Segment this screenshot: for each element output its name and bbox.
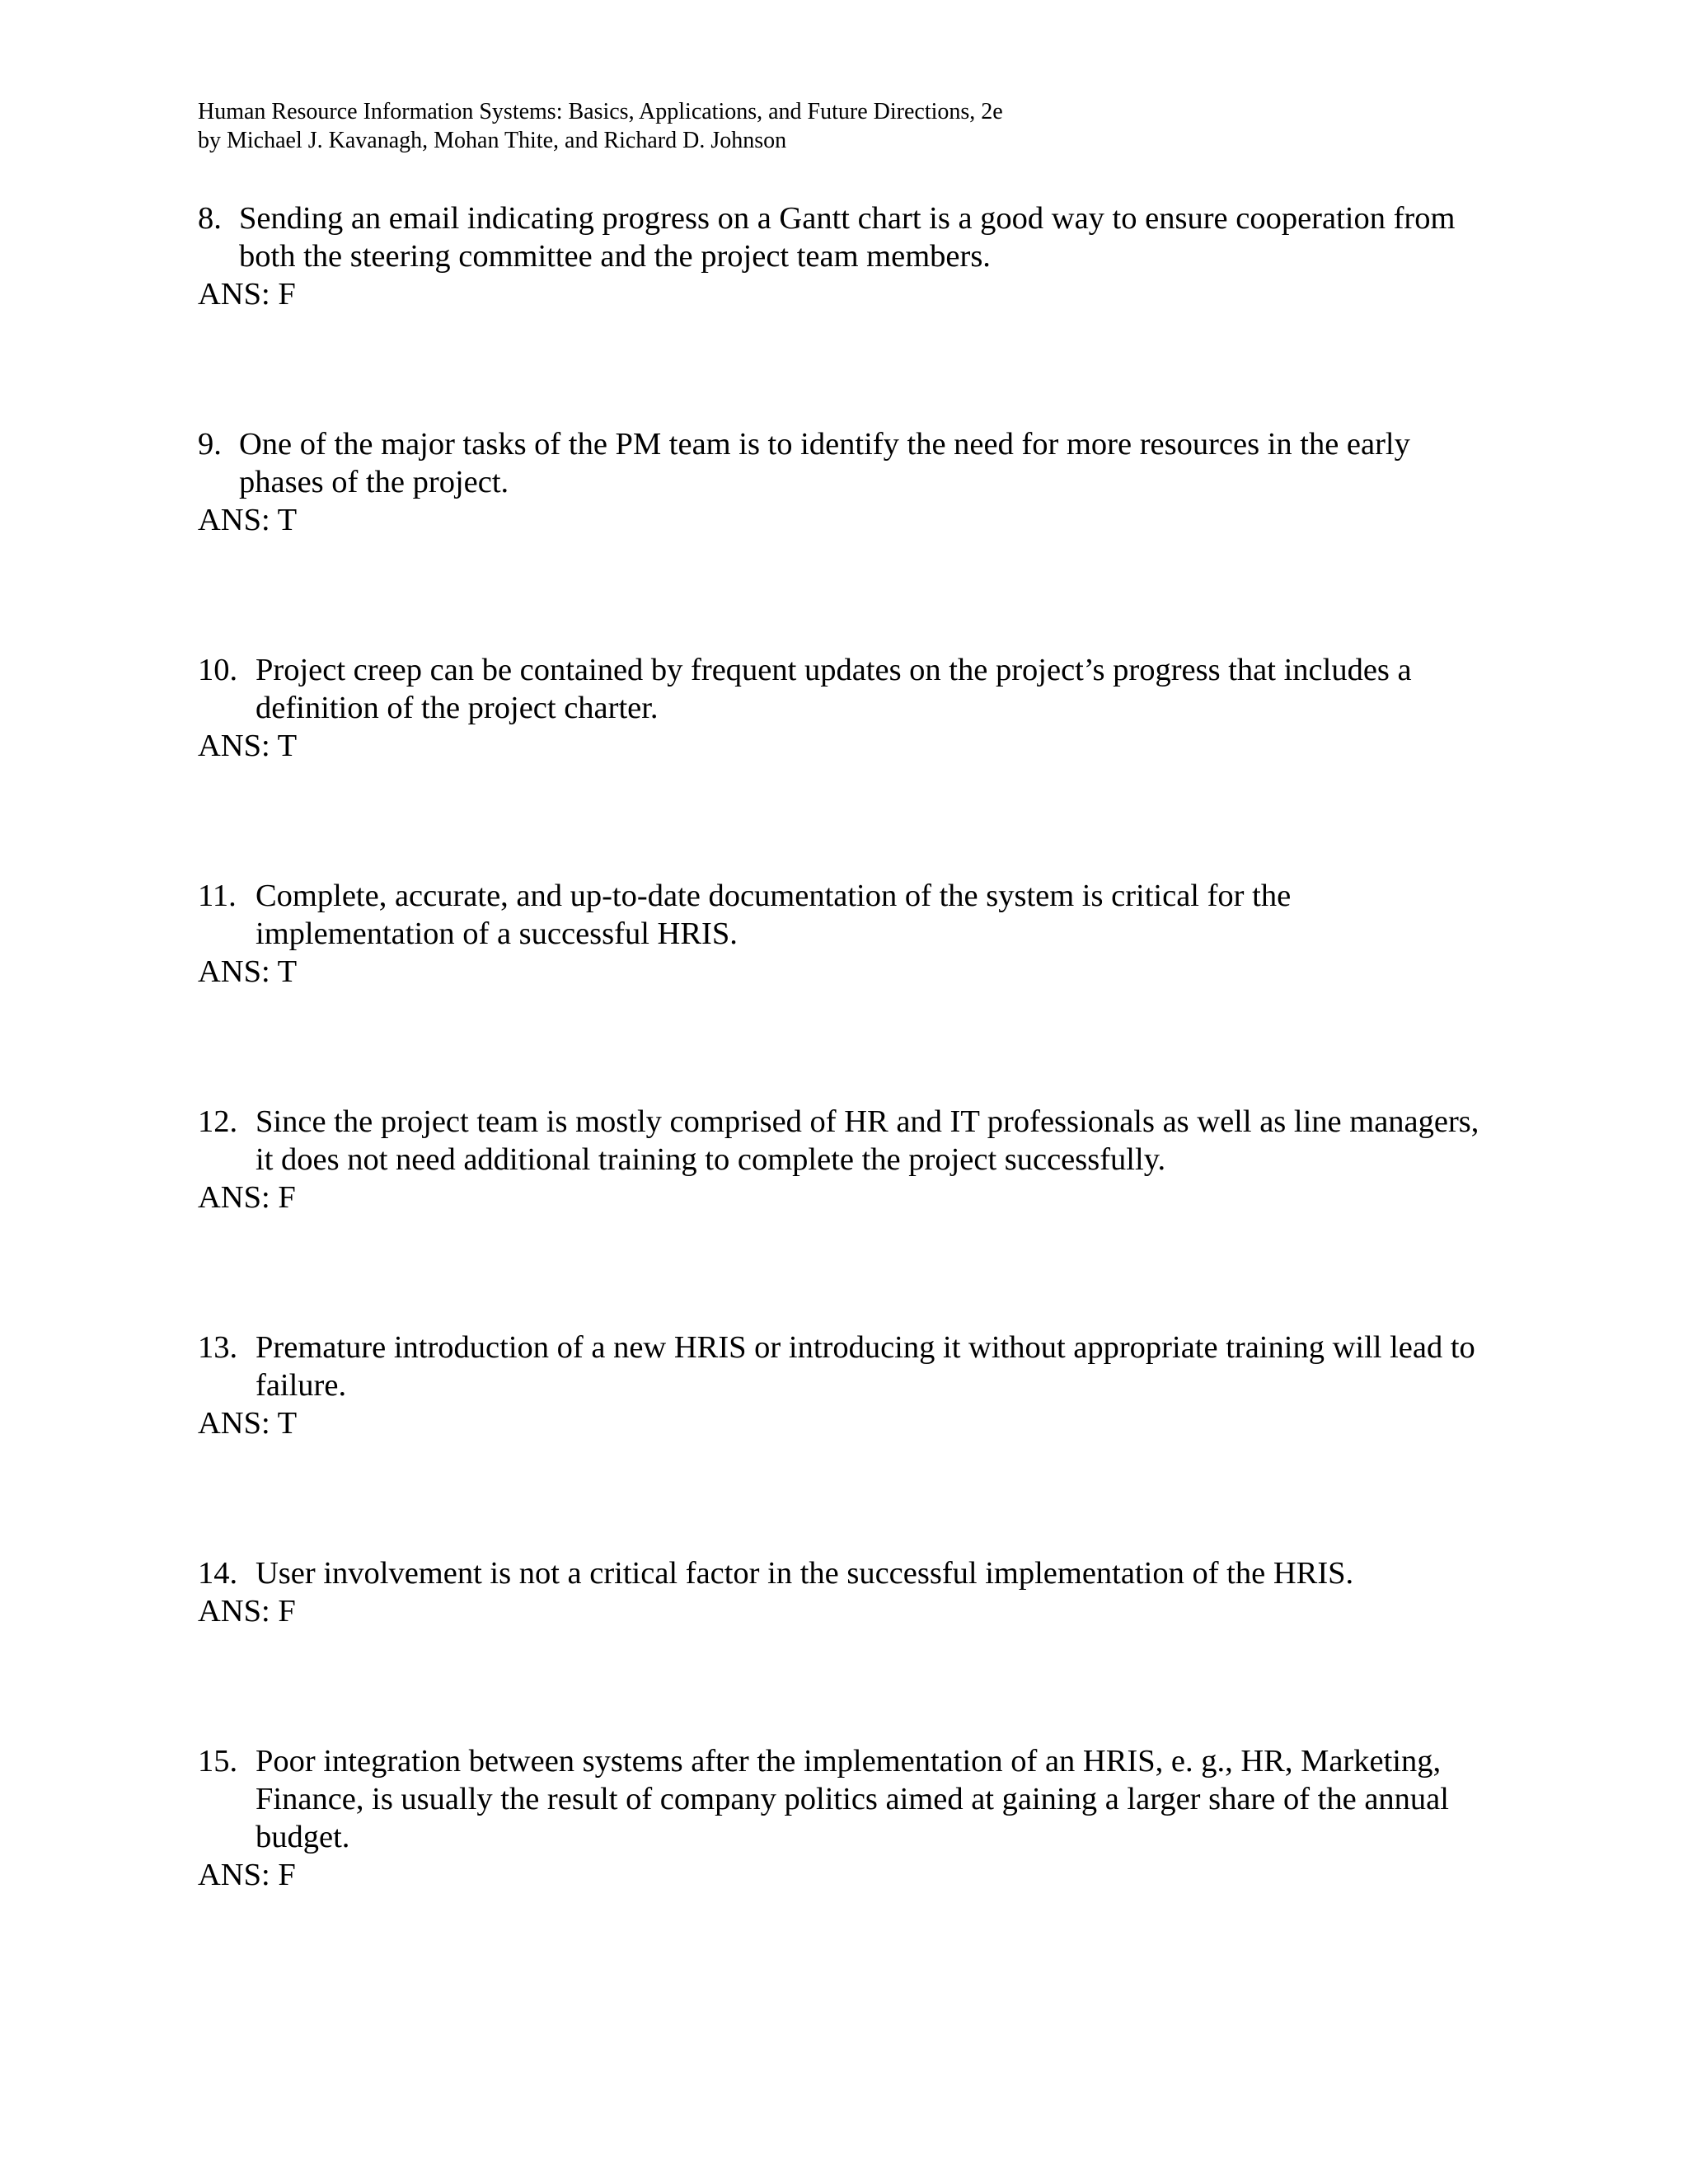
question-number: 9.	[198, 427, 222, 462]
question-number: 13.	[198, 1330, 238, 1365]
question-text: Since the project team is mostly comprised of HR and IT professionals as well as line managers, it does not need additional training to complete the project successfully.	[256, 1104, 1479, 1177]
answer-label: ANS: F	[198, 1594, 296, 1629]
question-item	[198, 199, 1484, 313]
answer-label: ANS: F	[198, 1180, 296, 1215]
page-header	[198, 97, 1003, 155]
question-item	[198, 1103, 1484, 1216]
question-item	[198, 1554, 1353, 1630]
question-text: Project creep can be contained by frequent updates on the project’s progress that includes a definition of the project charter.	[256, 653, 1412, 725]
answer-label: ANS: T	[198, 954, 298, 989]
book-authors: by Michael J. Kavanagh, Mohan Thite, and Richard D. Johnson	[198, 128, 787, 153]
question-text: Poor integration between systems after the implementation of an HRIS, e. g., HR, Marketing, Finance, is usually the result of company politics aimed at gaining a larger share of the annual budget.	[256, 1744, 1449, 1854]
answer-label: ANS: F	[198, 277, 296, 312]
question-item	[198, 425, 1484, 539]
question-text: User involvement is not a critical factor in the successful implementation of the HRIS.	[256, 1556, 1354, 1591]
question-item	[198, 1329, 1484, 1442]
question-item	[198, 1742, 1484, 1894]
question-text: Complete, accurate, and up-to-date documentation of the system is critical for the implementation of a successful HRIS.	[256, 879, 1292, 951]
question-number: 10.	[198, 653, 238, 687]
question-text: One of the major tasks of the PM team is to identify the need for more resources in the early phases of the project.	[239, 427, 1410, 499]
question-number: 11.	[198, 879, 237, 913]
answer-label: ANS: T	[198, 729, 298, 763]
question-number: 12.	[198, 1104, 238, 1139]
question-text: Sending an email indicating progress on a Gantt chart is a good way to ensure cooperation from both the steering committee and the project team members.	[239, 201, 1456, 274]
answer-label: ANS: T	[198, 1406, 298, 1441]
book-title: Human Resource Information Systems: Basics, Applications, and Future Directions, 2e	[198, 99, 1003, 124]
question-number: 14.	[198, 1556, 238, 1591]
answer-label: ANS: T	[198, 503, 298, 537]
question-number: 8.	[198, 201, 222, 236]
answer-label: ANS: F	[198, 1858, 296, 1892]
question-item	[198, 651, 1484, 765]
question-number: 15.	[198, 1744, 238, 1779]
question-item	[198, 877, 1484, 991]
question-text: Premature introduction of a new HRIS or introducing it without appropriate training will lead to failure.	[256, 1330, 1475, 1403]
